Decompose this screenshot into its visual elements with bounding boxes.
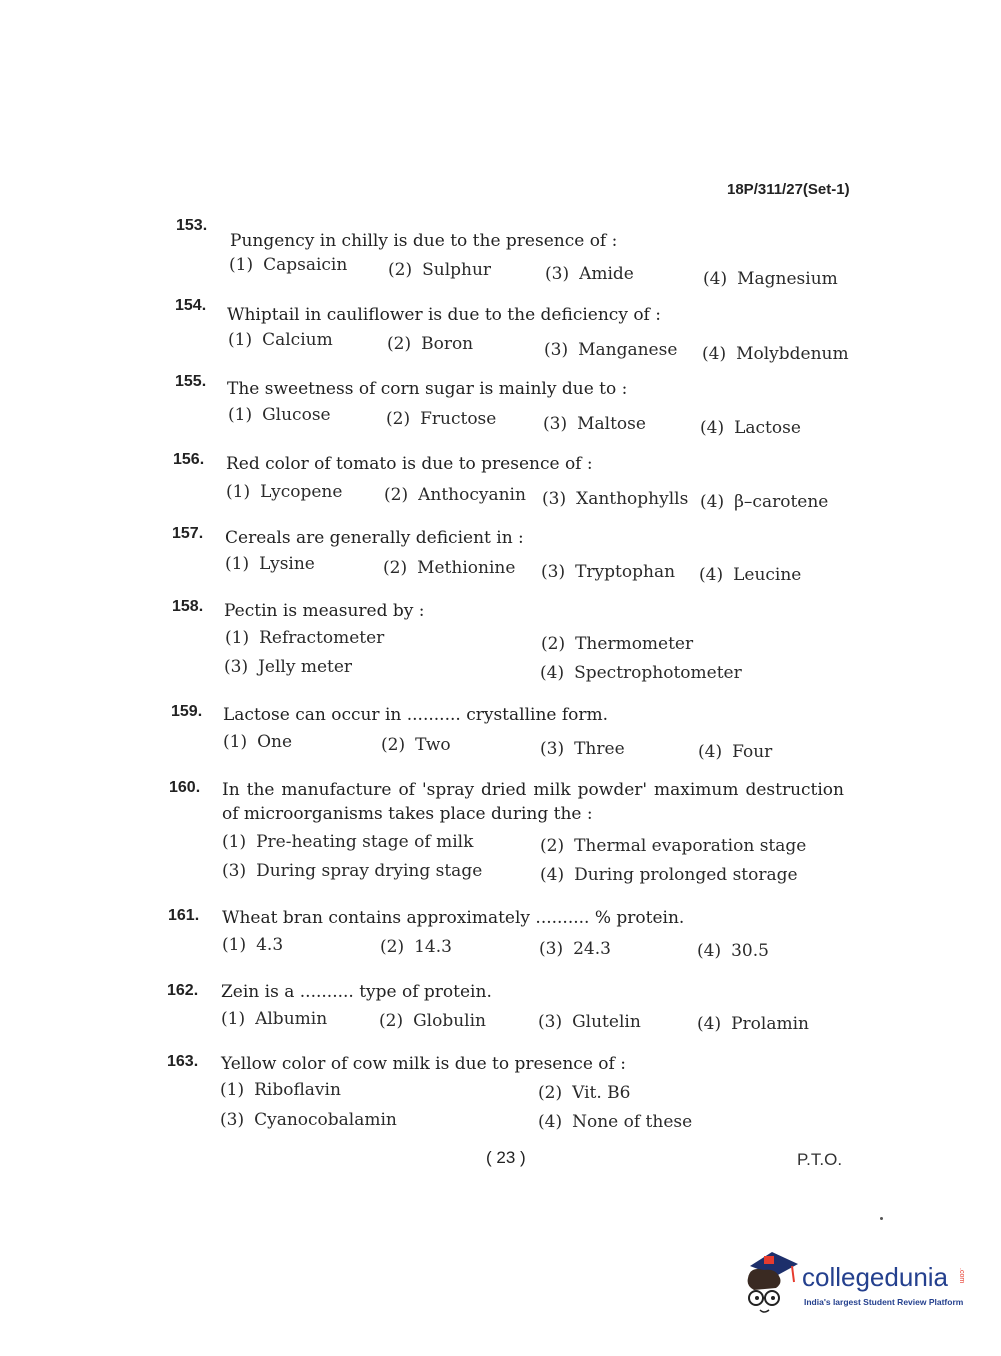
option-4: (4) Spectrophotometer: [540, 663, 742, 683]
question-number: 155.: [175, 373, 207, 390]
option-2: (2) Sulphur: [388, 260, 492, 280]
option-1: (1) Calcium: [228, 330, 333, 350]
option-1: (1) One: [223, 732, 293, 752]
paper-code: 18P/311/27(Set-1): [727, 181, 850, 198]
option-3: (3) Jelly meter: [224, 657, 353, 677]
question-text: Lactose can occur in .......... crystalline form.: [223, 705, 609, 725]
option-2: (2) Thermal evaporation stage: [540, 836, 807, 856]
option-4: (4) Prolamin: [697, 1014, 809, 1034]
question-number: 157.: [172, 525, 204, 542]
option-3: (3) Three: [540, 739, 625, 759]
option-3: (3) Xanthophylls: [542, 489, 689, 509]
option-3: (3) Glutelin: [538, 1012, 641, 1032]
option-3: (3) Cyanocobalamin: [220, 1110, 397, 1130]
page-number: ( 23 ): [486, 1148, 526, 1167]
mascot-icon: [742, 1248, 802, 1318]
collegedunia-logo: [742, 1248, 972, 1318]
question-text: Pungency in chilly is due to the presence of :: [230, 231, 618, 251]
option-3: (3) Amide: [545, 264, 634, 284]
question-number: 160.: [169, 779, 201, 796]
scan-speck: [880, 1217, 883, 1220]
option-2: (2) Boron: [387, 334, 474, 354]
option-2: (2) Vit. B6: [538, 1083, 631, 1103]
option-2: (2) Methionine: [383, 558, 516, 578]
option-4: (4) Leucine: [699, 565, 802, 585]
option-2: (2) Globulin: [379, 1011, 486, 1031]
option-4: (4) Four: [698, 742, 773, 762]
question-text: Cereals are generally deficient in :: [225, 528, 524, 548]
option-2: (2) Thermometer: [541, 634, 694, 654]
option-1: (1) Lycopene: [226, 482, 343, 502]
option-2: (2) Fructose: [386, 409, 497, 429]
option-1: (1) Lysine: [225, 554, 315, 574]
question-number: 156.: [173, 451, 205, 468]
option-4: (4) During prolonged storage: [540, 865, 798, 885]
option-1: (1) Refractometer: [225, 628, 385, 648]
question-number: 162.: [167, 982, 199, 999]
question-text: Red color of tomato is due to presence of :: [226, 454, 593, 474]
question-number: 153.: [176, 217, 208, 234]
question-number: 163.: [167, 1053, 199, 1070]
option-4: (4) Molybdenum: [702, 344, 849, 364]
option-2: (2) Anthocyanin: [384, 485, 526, 505]
option-4: (4) None of these: [538, 1112, 693, 1132]
logo-tagline: India's largest Student Review Platform: [804, 1297, 964, 1307]
logo-suffix: .com: [958, 1268, 965, 1284]
question-text: Whiptail in cauliflower is due to the deficiency of :: [227, 305, 661, 325]
question-text: Zein is a .......... type of protein.: [221, 982, 492, 1002]
question-text: The sweetness of corn sugar is mainly due to :: [227, 379, 628, 399]
question-number: 154.: [175, 297, 207, 314]
logo-wordmark: collegedunia: [802, 1262, 949, 1292]
question-text: Wheat bran contains approximately .......... % protein.: [222, 908, 685, 928]
option-1: (1) 4.3: [222, 935, 284, 955]
option-1: (1) Albumin: [221, 1009, 328, 1029]
option-3: (3) Manganese: [544, 340, 678, 360]
question-number: 158.: [172, 598, 204, 615]
option-1: (1) Pre-heating stage of milk: [222, 832, 474, 852]
option-1: (1) Capsaicin: [229, 255, 348, 275]
option-1: (1) Glucose: [228, 405, 331, 425]
option-3: (3) 24.3: [539, 939, 611, 959]
question-text: Pectin is measured by :: [224, 601, 425, 621]
option-3: (3) Maltose: [543, 414, 646, 434]
question-text: In the manufacture of 'spray dried milk powder' maximum destruction of microorganisms takes place during the :: [222, 780, 844, 824]
question-number: 161.: [168, 907, 200, 924]
option-4: (4) β–carotene: [700, 492, 829, 512]
question-text: Yellow color of cow milk is due to presence of :: [221, 1054, 626, 1074]
option-3: (3) Tryptophan: [541, 562, 676, 582]
option-4: (4) 30.5: [697, 941, 769, 961]
question-number: 159.: [171, 703, 203, 720]
option-2: (2) 14.3: [380, 937, 452, 957]
pto-label: P.T.O.: [797, 1150, 843, 1169]
option-4: (4) Magnesium: [703, 269, 838, 289]
option-2: (2) Two: [381, 735, 451, 755]
option-3: (3) During spray drying stage: [222, 861, 483, 881]
option-1: (1) Riboflavin: [220, 1080, 341, 1100]
option-4: (4) Lactose: [700, 418, 801, 438]
